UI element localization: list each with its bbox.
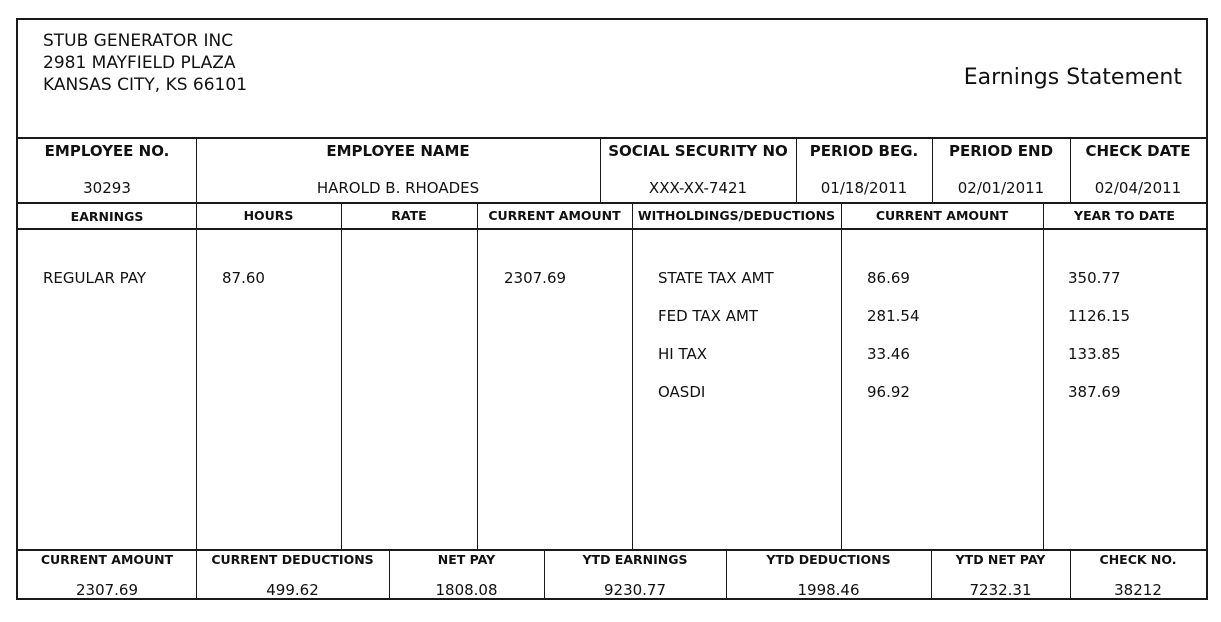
ssn-label: SOCIAL SECURITY NO [608, 142, 788, 160]
check-no-label: CHECK NO. [1099, 552, 1177, 567]
period-end-value: 02/01/2011 [957, 179, 1045, 197]
withholdings-header: WITHOLDINGS/DEDUCTIONS [637, 208, 836, 223]
deduction-current: 281.54 [867, 307, 920, 325]
total-current-amount-label: CURRENT AMOUNT [40, 552, 174, 567]
period-beg-value: 01/18/2011 [820, 179, 908, 197]
deduction-current-amount-header: CURRENT AMOUNT [875, 208, 1009, 223]
col-divider [1043, 202, 1044, 549]
deduction-current: 96.92 [867, 383, 910, 401]
ytd-earnings-value: 9230.77 [603, 581, 667, 599]
deduction-label: HI TAX [658, 345, 708, 363]
year-to-date-header: YEAR TO DATE [1074, 208, 1175, 223]
hours-header: HOURS [243, 208, 294, 223]
ytd-deductions-label: YTD DEDUCTIONS [766, 552, 891, 567]
total-current-deductions-value: 499.62 [266, 581, 319, 599]
earnings-hours: 87.60 [222, 269, 265, 287]
employee-no-label: EMPLOYEE NO. [44, 142, 170, 160]
company-name: STUB GENERATOR INC [43, 31, 234, 51]
document-title: Earnings Statement [963, 65, 1182, 90]
ssn-value: XXX-XX-7421 [648, 179, 748, 197]
net-pay-label: NET PAY [437, 552, 496, 567]
deduction-current: 86.69 [867, 269, 910, 287]
earnings-header: EARNINGS [70, 209, 144, 224]
ytd-earnings-label: YTD EARNINGS [582, 552, 688, 567]
total-current-deductions-label: CURRENT DEDUCTIONS [211, 552, 374, 567]
period-end-label: PERIOD END [948, 142, 1054, 160]
check-date-value: 02/04/2011 [1094, 179, 1182, 197]
col-divider [196, 202, 197, 549]
deduction-label: OASDI [658, 383, 706, 401]
total-current-amount-value: 2307.69 [75, 581, 139, 599]
rate-header: RATE [391, 208, 427, 223]
period-beg-label: PERIOD BEG. [809, 142, 919, 160]
col-divider [477, 202, 478, 549]
deduction-ytd: 133.85 [1068, 345, 1121, 363]
deduction-ytd: 387.69 [1068, 383, 1121, 401]
deduction-label: FED TAX AMT [658, 307, 759, 325]
earnings-label: REGULAR PAY [43, 269, 147, 287]
check-no-value: 38212 [1114, 581, 1162, 599]
current-amount-header: CURRENT AMOUNT [488, 208, 621, 223]
ytd-deductions-value: 1998.46 [797, 581, 860, 599]
ytd-net-pay-label: YTD NET PAY [955, 552, 1046, 567]
col-divider [341, 202, 342, 549]
company-address-line2: KANSAS CITY, KS 66101 [43, 75, 248, 95]
check-date-label: CHECK DATE [1085, 142, 1191, 160]
employee-no-value: 30293 [83, 179, 131, 197]
col-divider [632, 202, 633, 549]
employee-name-label: EMPLOYEE NAME [326, 142, 470, 160]
deduction-ytd: 1126.15 [1068, 307, 1131, 325]
earnings-current-amount: 2307.69 [504, 269, 567, 287]
deduction-ytd: 350.77 [1068, 269, 1121, 287]
deduction-label: STATE TAX AMT [658, 269, 774, 287]
deduction-current: 33.46 [867, 345, 910, 363]
company-address-line1: 2981 MAYFIELD PLAZA [43, 53, 236, 73]
employee-name-value: HAROLD B. RHOADES [316, 179, 480, 197]
earnings-statement [16, 18, 1208, 600]
net-pay-value: 1808.08 [435, 581, 498, 599]
col-divider [841, 202, 842, 549]
ytd-net-pay-value: 7232.31 [969, 581, 1032, 599]
